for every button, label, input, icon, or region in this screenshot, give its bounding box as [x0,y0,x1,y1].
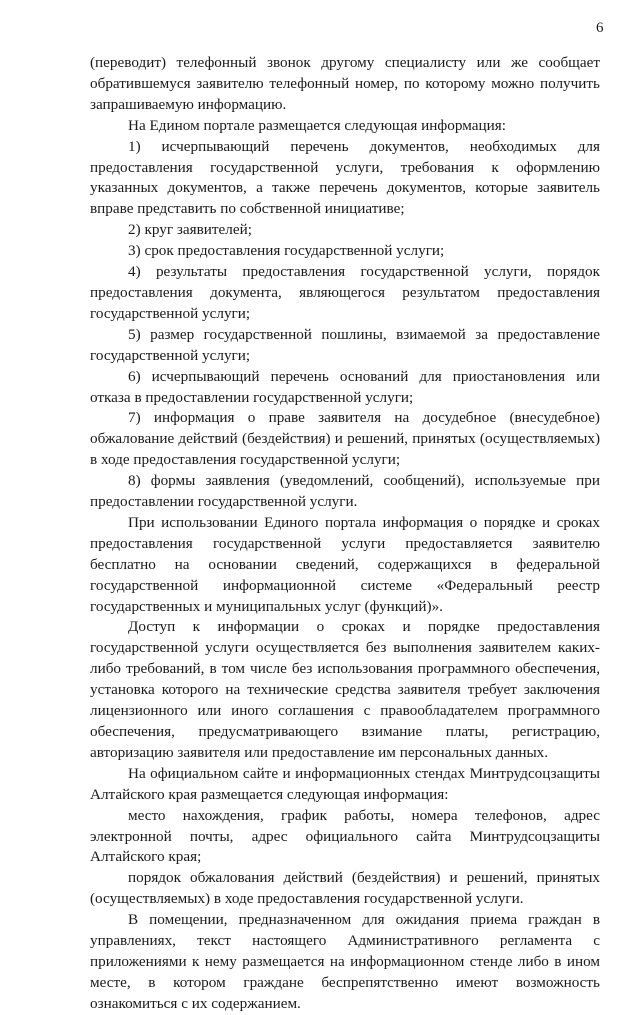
paragraph-appeal-procedure: порядок обжалования действий (бездействия) и решений, принятых (осуществляемых) в ходе предоставления государственной услуги. [90,869,600,908]
list-item-7: 7) информация о праве заявителя на досудебное (внесудебное) обжалование действий (бездействия) и решений, принятых (осуществляемых) в ходе предоставления государственной услуги; [90,409,600,469]
list-item-2: 2) круг заявителей; [128,221,252,239]
list-item-4: 4) результаты предоставления государственной услуги, порядок предоставления документа, являющегося результатом предоставления государственной услуги; [90,263,600,322]
page-number: 6 [596,20,604,36]
list-item-5: 5) размер государственной пошлины, взимаемой за предоставление государственной услуги; [90,325,600,364]
paragraph-continuation: (переводит) телефонный звонок другому специалисту или же сообщает обратившемуся заявителю телефонный номер, по которому можно получить запрашиваемую информацию. [90,54,600,113]
paragraph-portal-usage: При использовании Единого портала информация о порядке и сроках предоставления государственной услуги предоставляется заявителю бесплатно на основании сведений, содержащихся в федеральной государственной информационной системе «Федеральный реестр государственных и муниципальных услуг (функций)». [90,513,600,615]
paragraph-official-site: На официальном сайте и информационных стендах Минтрудсоцзащиты Алтайского края размещается следующая информация: [90,764,600,803]
paragraph-waiting-room: В помещении, предназначенном для ожидания приема граждан в управлениях, текст настоящего Административного регламента с приложениями к нему размещается на информационном стенде либо в ином месте, в котором граждане беспрепятственно имеют возможность ознакомиться с их содержанием. [90,911,600,1012]
paragraph-portal-intro: На Едином портале размещается следующая информация: [128,116,506,134]
paragraph-location-info: место нахождения, график работы, номера телефонов, адрес электронной почты, адрес официального сайта Минтрудсоцзащиты Алтайского края; [90,806,600,866]
document-body [90,53,600,1015]
paragraph-access: Доступ к информации о сроках и порядке предоставления государственной услуги осуществляется без выполнения заявителем каких-либо требований, в том числе без использования программного обеспечения, установка которого на технические средства заявителя требует заключения лицензионного или иного соглашения с правообладателем программного обеспечения, предусматривающего взимание платы, регистрацию, авторизацию заявителя или предоставление им персональных данных. [90,618,600,761]
list-item-3: 3) срок предоставления государственной услуги; [128,242,445,260]
list-item-8: 8) формы заявления (уведомлений, сообщений), используемые при предоставлении государственной услуги. [90,472,600,511]
list-item-1: 1) исчерпывающий перечень документов, необходимых для предоставления государственной услуги, требования к оформлению указанных документов, а также перечень документов, которые заявитель вправе представить по собственной инициативе; [90,137,600,218]
list-item-6: 6) исчерпывающий перечень оснований для приостановления или отказа в предоставлении государственной услуги; [90,367,600,406]
